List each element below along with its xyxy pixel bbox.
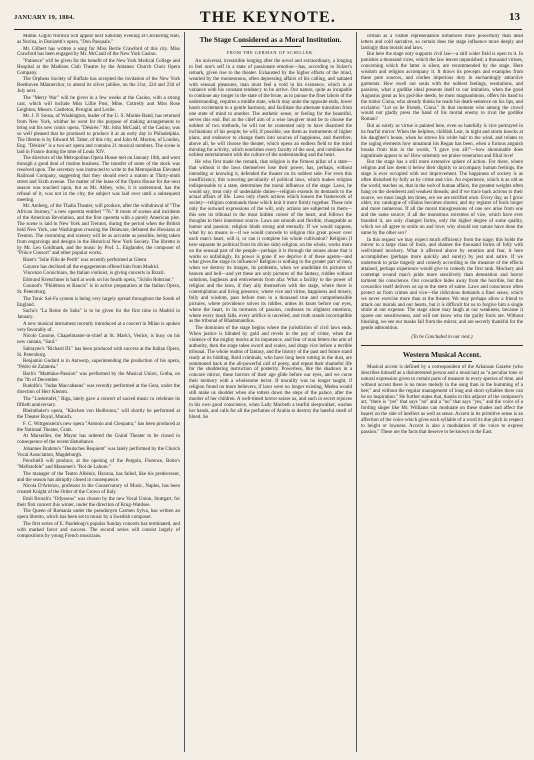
news-column	[17, 34, 180, 752]
news-item: The manager of the Teatro Albéniz, Havana, has failed, like his predecessor, and the season has abruptly closed in consequence.	[17, 471, 180, 483]
news-item: Rheinthaler's opera, "Kätchen von Heilbronn," will shortly be performed at the Theater Royal, Munich.	[17, 409, 180, 421]
news-item: The Queen of Romania under the pseudonym Carmen Sylva, has written an opera libretto, which has been set to music by a Swedish composer.	[17, 509, 180, 521]
header-rule	[14, 29, 522, 30]
title-rule	[241, 46, 301, 47]
news-item: Vincenzo Coruichiaro, the Italian violinist, is giving concerts in Brazil.	[23, 271, 165, 277]
news-item: Nicola D'Arienzo, professor in the Conservatory of Music, Naples, has been created Knight of the Order of the Crown of Italy.	[17, 484, 180, 496]
article-paragraph: certain as a visible representation influences more powerfully than dead letters and cold narrative, so certain does the stage influence more deeply and lastingly than morals and laws.	[361, 34, 523, 51]
news-item: The directors of the Metropolitan Opera House met on January 10th, and went through a good deal of routine business. The transfer of some of the stock was resolved upon. The secretary was instructed to write to the Metropolitan Elevated Railroad Company, suggesting that they should erect a station at Thirty-ninth street and Sixth avenue. The matter of the lease of the Opera House for the next season was touched upon, but as Mr. Abbey, who, it is understood, has the refusal of it, was not in the city, the subject was laid over until a subsequent meeting.	[17, 156, 180, 203]
news-item: Gayarre has declined all the engagements offered him from Madrid.	[23, 264, 159, 270]
news-item: Mr. Amberg, of the Thalia Theater, will produce, after the withdrawal of "The African Journey," a new operetta entitled "'76." It treats of scenes and incidents of the American Revolution, and the first operetta with a purely American plot. The scene is laid in New York and Trenton, during the period when the British held New York, one Washington crossing the Delaware, defeated the Hessians at Trenton. The costuming and scenery will be as accurate as possible, being taken from engravings and designs in the Historical New York Society. The libretto is by Mr. Leo Goldmark, and the music by Prof. L. Englander, the composer of "Prince Consort" and other popular works.	[17, 204, 180, 257]
news-item: The Orpheus Society of Buffalo has accepted the invitation of the New York Beethoven Männerchor, to attend its silver jubilee, on the 21st, 22d and 23d of July next.	[17, 77, 180, 95]
article-paragraph: The dominion of the stage begins where the jurisdiction of civil laws ends. When justice is blinded by gold and revels in the pay of crime, when the violence of the mighty mocks at its impotence, and fear of man fetters the arm of authority, then the stage takes sword and scales, and drags vice before a terrible tribunal. The whole realms of fantasy, and the history of the past and future stand ready at its bidding. Bold criminals, who have long been rotting in the dust, are summoned back at the all-powerful call of poesy, and repeat their shameful life for the shuddering instruction of posterity. Powerless, like the shadows in a concave mirror, these horrors of their age glide before our eyes, and we curse their memory with a wholesome terror. If morality was no longer taught, if religion found no more believers, if laws were no longer existing, Medea would still make us shudder when she totters down the steps of the palace, after the murder of her children. A well-timed horror seizes us, and each in secret rejoices in his own good conscience, when Lady Macbeth a tearful sleepwalker, washes her hands, and calls for all the perfumes of Arabia to destroy the hateful smell of blood. So	[189, 326, 352, 420]
page-header	[14, 5, 522, 29]
news-item: The "Liedertafel," Riga, lately gave a concert of sacred music to celebrate its fiftieth anniversary.	[17, 396, 180, 408]
article-column	[189, 34, 352, 752]
news-item: Edmund Kretschmer is hard at work on his fourth opera, "Schön Rohtraut."	[23, 277, 174, 283]
news-item: Bizet's "Jolie Fille de Perth" was recently performed at Ghent.	[23, 258, 148, 264]
news-item: Sachs's "La Reine de Saba" is to be given for the first time in Madrid in January.	[17, 309, 180, 321]
news-item: F. C. Wittgenstein's new opera "Antonio and Cleopatra," has been produced at the National Theater, Gratz.	[17, 421, 180, 433]
news-item: Gounod's "Philémon et Baucis" is in active preparation at the Italian Opera, St. Petersburg.	[17, 284, 180, 296]
news-item: "Patience" will be given for the benefit of the New York Medical College and Hospital at the Madison Club Theatre by the Amateur Church Choir Opera Company.	[17, 59, 180, 76]
news-item: Mr. Gilbert has written a song for Miss Bertie Crawford of this city. Miss Crawford has been engaged by Mr. McCaull of the New York Casino.	[17, 46, 180, 58]
news-item: A new musical instrument recently introduced at a concert in Milan is spoken very favorably of.	[17, 321, 180, 333]
news-item: Emil Brosch's "Odysseus" was chosen by the new Vocal Union, Stuttgart, for their first concert this winter, under the direction of Krug-Waldsee.	[17, 496, 180, 508]
article-subtitle: FROM THE GERMAN OF SCHILLER.	[226, 50, 315, 55]
news-item: Bach's "Matthäus-Passion" was performed by the Musical Union, Gotha, on the 7th of December.	[17, 371, 180, 383]
news-item: Rudolfo's "Judas Maccabaeus" was recently performed at the Gera, under the direction of Herr Klemm.	[17, 384, 180, 396]
news-item: The Tonic Sol-Fa system is being very largely spread throughout the South of England.	[17, 296, 180, 308]
section-paragraph: Musical accent is defined by a correspondent of the Arkansas Gazette (who describes himself as a disinterested person and a musician) as "a peculiar tone or natural expression given to certain parts of measure in every species of time, and without accent there is no more melody in the song than in the humming of a bee;" and without the regular management of long and short syllables there can be no inspiration." He further states that, thanks to this adjunct of the composer's art, "there is "yes" that says "no" and a "no" that says "yes," and the voice of a fording singer like Mr. Williams can modulate on these shades and affect the hearer on the side of intellect as well as sense. Accent in its primitive sense is an affection of the voice which gives each syllable of a word its due pitch in respect to height or lowness. Accent is also a modulation of the voice to express passion." These are the facts that deserve to be known in the East.	[361, 364, 523, 435]
title-rule	[412, 361, 472, 362]
article-paragraph: In this respect we may expect much efficiency from the stage; this holds the mirror to a large class of fools, and shames the thousand forms of folly with well-timed mockery. What it affected above by emotion and fear, it here accomplishes (perhaps more quickly and surely) by jest and satire. If we undertook to prize tragedy and comedy according to the measure of the effects attained, perhaps experience would give to comedy the first rank. Mockery and contempt wound man's pride more sensitively than detestation and horror torment his conscience. Our cowardice hides away from the horrible, but this cowardice itself delivers us up to the stern of satire. Laws and conscience often protect us from crimes and vice—the ridiculous demands a finer sense, which we never exercise more than at the theater. We may perhaps allow a friend to attack our morals and our hearts, but it is difficult for us to forgive him a single smile at our expense. The stage alone may laugh at our weakness, because it spares our sensitiveness, and will not know who the guilty fools are. Without blushing, we see our masks fall from the mirror, and are secretly thankful for the gentle admonition.	[361, 237, 523, 332]
news-item: At Marseilles, the Mayor has ordered the Grand Theater to be closed in consequence of the recent disturbance.	[17, 434, 180, 446]
article-paragraph: But as surely as virtue is painted here, even so hatefully is vice portrayed in its fearful mirror. When the helpless, childish Lear, in night and storm knocks at his daughter's house, when he strews his white hair to the wind, and relates to the raging elements how unnatural his Regan has been, when a furious anguish breaks from him in the words, "I gave you all!"—how abominable does ingratitude appear to us! How solemnly we praise veneration and filial love!	[361, 123, 523, 159]
masthead-title: THE KEYNOTE.	[199, 9, 337, 26]
news-item: The first series of E. Pasdeloup's popular Sunday concerts has terminated, and with marked favor and success. The second series will consist largely of compositions by young French musicians.	[17, 521, 180, 539]
column-divider	[184, 32, 185, 752]
news-item: Mdme. Gigilo Nordica will appear next Saturday evening at Chickering Hall, as Norina, in Donizetti's opera, "Don Pasquale."	[17, 34, 180, 45]
section-rule	[361, 345, 523, 346]
news-item: Sabrayne's "Richard III." has been produced with success at the Italian Opera, St. Petersburg.	[17, 346, 180, 358]
article-paragraph: But the stage has a still more extensive sphere of action. For there, where religion and law deem it below their dignity to accompany human feelings, the stage is ever occupied with our improvement. The happiness of society is as often disturbed by folly as by crime and vice. An experience, which is as old as the world, teaches us, that in the web of human affairs, the greatest weights often hang on the slenderest and weakest threads; and if we trace back actions to their source, we must laugh ten times, ere we are terrified once. Every day, as I grow older, my catalogue of villains becomes shorter, and my register of fools longer and more numerous. If all the moral transgressions of one sex arise from one and the same source; if all the monstrous extremes of vice, which have ever branded it, are only changed forms, only the higher degree of some quality, which we all agree to smile on and love; why should not nature have done the same by the other sex?	[361, 160, 523, 236]
news-item: Nicolo Conone, Chapelmaster-in-chief at St. Mark's, Venice, is busy on his new cantata, "Saul."	[17, 334, 180, 346]
news-item: Mr. J. P. Sousa, of Washington, leader of the U. S. Marine Band, has returned from New York, whither he went for the purpose of making arrangements to bring out his new comic opera, "Désirée." Mr. John McCaull, of the Casino, was so well pleased that he promised to produce it at an early day in Philadelphia. The libretto is by Edward M. Taber, of this city, and John M. Morton, of London, Eng. "Désirée" is a two-act opera and contains 21 musical numbers. The scene is laid in France during the time of Louis XIV.	[17, 114, 180, 155]
article-continuation-column	[361, 34, 523, 752]
article-paragraph: But here the stage only supports civil law—a still wider field is open to it. In punishes a thousand vices, which the law leaves unpunished; a thousand virtues, concerning which the latter is silent, are recommended by the stage. Here wisdom and religion accompany it. It draws its precepts and examples from these pure sources, and clothes imperious duty in enchantingly attractive garments. How swell our souls with the noblest feelings, resolutions, and passions, what a godlike ideal presents itself to our imitation, when the good Augustus great as his god-like deeds, he most magnanimous, offers his hand to the traitor Cinna, who already thinks he reads his death-sentence on his lips, and exclaims: "Let us be friends, Cinna." In that moment who among the crowd would not gladly press the hand of his mortal enemy to rival the godlike Roman?	[361, 52, 523, 123]
section-title: Western Musical Accent.	[402, 349, 482, 359]
continued-note: (To be Concluded in our next.)	[411, 335, 473, 341]
news-item: Johannes Brahms's "Deutsches Requiem" was lately performed by the Church Vocal Association, Magdeburgh.	[17, 446, 180, 458]
article-title: The Stage Considered as a Moral Institution.	[199, 35, 342, 44]
article-paragraph: An universal, irresistible longing after the novel and extraordinary, a longing to feel one's self in a state of passionate emotion—has, according to Sulzer's remark, given rise to the theater. Exhausted by the higher efforts of the mind, wearied by the monotonous, often depressing affairs of his calling, and satiated with sensual pleasures, man must feel a void in his existence, which is at variance with his constant tendency to be active. Our nature, quite as incapable to continue any longer in the state of the brute, as to pursue the finer labors of the understanding, requires a middle state, which may unite the opposite ends, lower harsh excitement to a gentle harmony, and facilitate the alternate transition from one state of mind to another. The æsthetic sense, or feeling for the beautiful, serves this end. But as the chief aim of a wise lawgiver must be to choose the noblest of two methods, he will not be contented only to have disarmed the inclinations of his people; he will, if possible, use them as instruments of higher plans, and endeavor to change them into sources of happiness, and therefore, above all, he will choose the theater, which opens an endless field to the mind thirsting for activity, which nourishes every faculty of the soul, and combines the noblest entertainment with the culture of the understanding and the heart.	[189, 58, 352, 159]
news-item: Benjamin Godard is in Antwerp, superintending the production of his opera, "Pédro de Zalaméa."	[17, 359, 180, 371]
column-divider	[356, 32, 357, 752]
news-item: Ponchielli will produce, at the opening of the Pergola, Florence, Boito's "Mefistofele" and Massenet's "Roi de Lahore."	[17, 459, 180, 471]
article-paragraph: He who first made the remark, that religion is the firmest pillar of a state—that without it the laws themselves lose their power, has, perhaps, without intending or knowing it, defended the theater on its noblest side. For even this insufficiency, this wavering peculiarity of political laws, which makes religion indispensable to a state, determines the moral influence of the stage. Laws, he would say, treat only of undeniable duties—religion extends its demands to the actual affairs of life. Laws only check actions which loosen the framework of society—religion commands those which knit it more firmly together. These rule only the outward expressions of the will, only actions are subjected to them—this sets its tribunal in the most hidden corner of the heart, and follows the thoughts to their innermost source. Laws are smooth and flexible, changeable as humor and passion; religion binds strong and eternally. If we would suppose, what by no means is—if we would concede to religion this great power over each man's heart, will it, or can it complete his whole cultivation? Religion (I here separate its political from its divine side) religion, on the whole, works more on the sensual part of the people—perhaps it is through the senses alone that it works so unfailingly. Its power is gone if we deprive it of these agents—and what gives the stage its influence? Religion is nothing to the greater part of men, when we destroy its images, its problems, when we annihilate its pictures of heaven and hell—and yet these are only pictures of the fantasy, riddles without solutions, bugbears and enticements from afar. What a facility to the power of religion and the laws, if they ally themselves with the stage, where there is contemplation and living presence, where vice and virtue, happiness and misery, folly and wisdom, pass before men in a thousand true and comprehensible pictures, where providence solves its riddles, unties its knots before our eyes, where the heart, in its torments of passion, confesses its slightest emotions, where every mask falls, every artifice is unveiled, and truth stands incorruptible as the tribunal of Rhadamanthus.	[189, 160, 352, 325]
issue-date: JANUARY 19, 1884.	[14, 14, 75, 21]
news-item: The "Merry War" will be given in a few weeks at the Casino, with a strong cast, which will include Miss Lillie Post, Mme. Cottrelly and Miss Rose Leighton, Messrs. Castleton, Perugini and Leslie.	[17, 95, 180, 113]
page-number: 13	[509, 11, 520, 23]
